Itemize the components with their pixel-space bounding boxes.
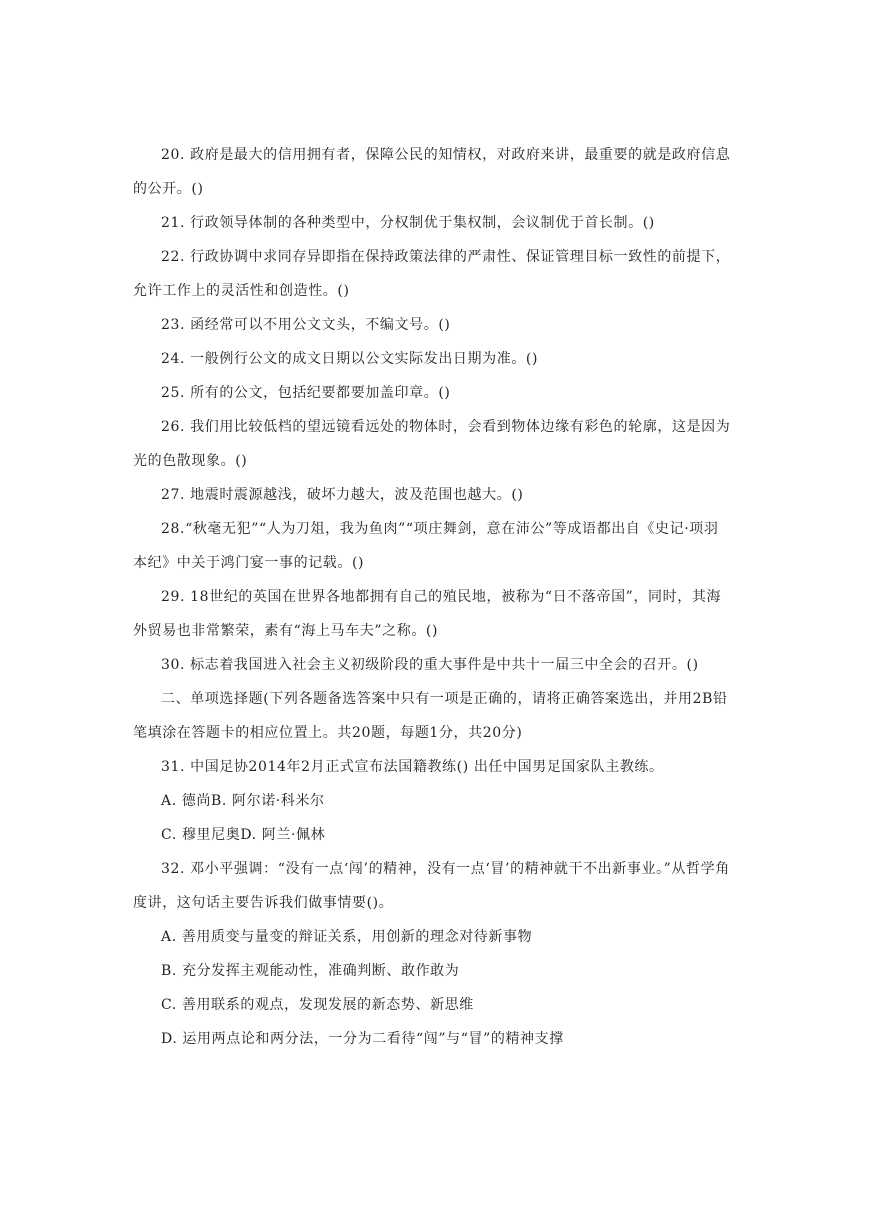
question-28: 28.“秋毫无犯”“人为刀俎，我为鱼肉”“项庄舞剑，意在沛公”等成语都出自《史记·项羽本纪》中关于鸿门宴一事的记载。(): [133, 521, 719, 571]
question-31-options-ab: A. 德尚B. 阿尔诺·科米尔: [161, 793, 325, 809]
question-22: 22. 行政协调中求同存异即指在保持政策法律的严肃性、保证管理目标一致性的前提下，允许工作上的灵活性和创造性。(): [133, 249, 731, 299]
document-body: [133, 138, 733, 1056]
question-25: 25. 所有的公文，包括纪要都要加盖印章。(): [161, 385, 451, 401]
question-32-option-b: B. 充分发挥主观能动性，准确判断、敢作敢为: [161, 963, 460, 979]
question-23: 23. 函经常可以不用公文文头，不编文号。(): [161, 317, 451, 333]
question-32: 32. 邓小平强调：“没有一点‘闯’的精神，没有一点‘冒’的精神就干不出新事业。”从哲学角度讲，这句话主要告诉我们做事情要()。: [133, 861, 730, 911]
question-27: 27. 地震时震源越浅，破坏力越大，波及范围也越大。(): [161, 487, 524, 503]
question-26: 26. 我们用比较低档的望远镜看远处的物体时，会看到物体边缘有彩色的轮廓，这是因为光的色散现象。(): [133, 419, 731, 469]
question-21: 21. 行政领导体制的各种类型中，分权制优于集权制，会议制优于首长制。(): [161, 215, 655, 231]
question-29: 29. 18世纪的英国在世界各地都拥有自己的殖民地，被称为“日不落帝国”，同时，其海外贸易也非常繁荣，素有“海上马车夫”之称。(): [133, 589, 722, 639]
question-31-options-cd: C. 穆里尼奥D. 阿兰·佩林: [161, 827, 326, 843]
question-30: 30. 标志着我国进入社会主义初级阶段的重大事件是中共十一届三中全会的召开。(): [161, 657, 699, 673]
question-20: 20. 政府是最大的信用拥有者，保障公民的知情权，对政府来讲，最重要的就是政府信息的公开。(): [133, 147, 731, 197]
question-32-option-a: A. 善用质变与量变的辩证关系，用创新的理念对待新事物: [161, 929, 533, 945]
question-32-option-d: D. 运用两点论和两分法，一分为二看待“闯”与“冒”的精神支撑: [161, 1031, 564, 1047]
question-31: 31. 中国足协2014年2月正式宣布法国籍教练() 出任中国男足国家队主教练。: [161, 759, 664, 775]
question-24: 24. 一般例行公文的成文日期以公文实际发出日期为准。(): [161, 351, 539, 367]
section-heading-single-choice: 二、单项选择题(下列各题备选答案中只有一项是正确的，请将正确答案选出，并用2B铅笔填涂在答题卡的相应位置上。共20题，每题1分，共20分): [133, 691, 728, 741]
question-32-option-c: C. 善用联系的观点，发现发展的新态势、新思维: [161, 997, 474, 1013]
